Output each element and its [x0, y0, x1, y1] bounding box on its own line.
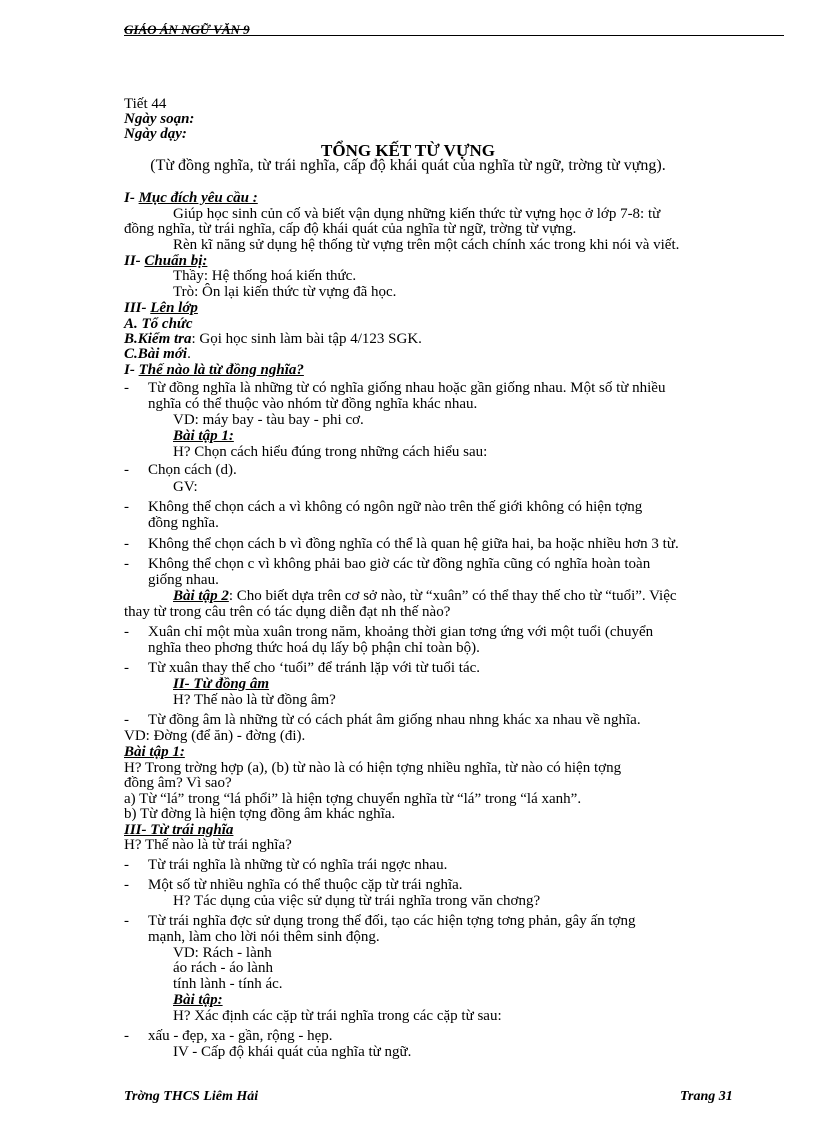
- footer-school: Trờng THCS Liêm Hải: [124, 1089, 259, 1104]
- synonym-heading: [124, 362, 304, 378]
- antonym-definition: Từ trái nghĩa là những từ có nghĩa trái ngợc nhau.: [148, 857, 448, 873]
- heading-text: Mục đích yêu cầu :: [138, 190, 258, 206]
- heading-text: Thế nào là từ đồng nghĩa?: [138, 362, 304, 378]
- step-check: [124, 331, 422, 347]
- page-title: TỔNG KẾT TỪ VỰNG: [321, 141, 495, 160]
- antonym-usage-cont: mạnh, làm cho lời nói thêm sinh động.: [148, 929, 380, 945]
- lesson-number: Tiết 44: [124, 96, 167, 112]
- antonym-question: H? Thế nào là từ trái nghĩa?: [124, 837, 292, 853]
- section-objectives-heading: [124, 190, 258, 206]
- exercise-2: [173, 588, 677, 604]
- synonym-definition-cont: nghĩa có thể thuộc vào nhóm từ đồng nghĩa khác nhau.: [148, 396, 478, 412]
- section-class-heading: [124, 300, 198, 316]
- date-prepared: Ngày soạn:: [124, 111, 195, 127]
- antonym-exercise-question: H? Xác định các cặp từ trái nghĩa trong các cặp từ sau:: [173, 1008, 502, 1024]
- exercise-2-label: Bài tập 2: [173, 588, 229, 604]
- heading-number: II-: [124, 253, 145, 269]
- exercise-2-question: : Cho biết dựa trên cơ sở nào, từ “xuân” có thể thay thế cho từ “tuổi”. Việc: [228, 588, 677, 604]
- antonym-usage: Từ trái nghĩa đợc sử dụng trong thể đối, tạo các hiện tợng tơng phản, gây ấn tợng: [148, 913, 636, 929]
- antonym-pairs: xấu - đẹp, xa - gần, rộng - hẹp.: [148, 1028, 333, 1044]
- explanation-c: Không thể chọn c vì không phải bao giờ các từ đồng nghĩa cũng có nghĩa hoàn toàn: [148, 556, 651, 572]
- homonym-heading: II- Từ đồng âm: [173, 676, 270, 692]
- bullet-dash: -: [124, 1028, 129, 1044]
- homonym-exercise-label: Bài tập 1:: [124, 744, 185, 760]
- prep-student: Trò: Ôn lại kiến thức từ vựng đã học.: [173, 284, 397, 300]
- bullet-dash: -: [124, 556, 129, 572]
- step-new-lesson: [124, 346, 191, 362]
- antonym-question-2: H? Tác dụng của việc sử dụng từ trái nghĩa trong văn chơng?: [173, 893, 541, 909]
- bullet-dash: -: [124, 913, 129, 929]
- step-check-text: : Gọi học sinh làm bài tập 4/123 SGK.: [191, 331, 422, 347]
- antonym-example-3: tính lành - tính ác.: [173, 976, 283, 992]
- footer-page-number: Trang 31: [680, 1089, 733, 1104]
- exercise-2-question-cont: thay từ trong câu trên có tác dụng diễn đạt nh thế nào?: [124, 604, 451, 620]
- antonym-polysemy: Một số từ nhiều nghĩa có thể thuộc cặp từ trái nghĩa.: [148, 877, 463, 893]
- antonym-heading: III- Từ trái nghĩa: [124, 822, 234, 838]
- date-taught: Ngày dạy:: [124, 126, 187, 142]
- bullet-dash: -: [124, 462, 129, 478]
- antonym-example-2: áo rách - áo lành: [173, 960, 273, 976]
- answer-choice: Chọn cách (d).: [148, 462, 237, 478]
- bullet-dash: -: [124, 857, 129, 873]
- homonym-exercise-question: H? Trong trờng hợp (a), (b) từ nào là có hiện tợng nhiều nghĩa, từ nào có hiện tợng: [124, 760, 622, 776]
- homonym-answer-a: a) Từ “lá” trong “lá phổi” là hiện tợng chuyển nghĩa từ “lá” trong “lá xanh”.: [124, 791, 582, 807]
- bullet-dash: -: [124, 624, 129, 640]
- bullet-dash: -: [124, 380, 129, 396]
- bullet-dash: -: [124, 660, 129, 676]
- explanation-a-cont: đồng nghĩa.: [148, 515, 219, 531]
- explanation-b: Không thể chọn cách b vì đồng nghĩa có thể là quan hệ giữa hai, ba hoặc nhiều hơn 3 từ.: [148, 536, 679, 552]
- section-iv-heading: IV - Cấp độ khái quát của nghĩa từ ngữ.: [173, 1044, 412, 1060]
- bullet-dash: -: [124, 499, 129, 515]
- exercise-1-question: H? Chọn cách hiểu đúng trong những cách hiểu sau:: [173, 444, 488, 460]
- bullet-dash: -: [124, 877, 129, 893]
- synonym-definition: Từ đồng nghĩa là những từ có nghĩa giống nhau hoặc gần giống nhau. Một số từ nhiều: [148, 380, 666, 396]
- objective-line: Rèn kĩ năng sử dụng hệ thống từ vựng trên một cách chính xác trong khi nói và viết.: [173, 237, 680, 253]
- section-preparation-heading: [124, 253, 207, 269]
- running-header: GIÁO ÁN NGỮ VĂN 9: [124, 22, 250, 37]
- teacher-note: GV:: [173, 479, 198, 495]
- antonym-exercise-label: Bài tập:: [173, 992, 223, 1008]
- homonym-example: VD: Đờng (để ăn) - đờng (đi).: [124, 728, 306, 744]
- header-rule: [124, 35, 784, 36]
- bullet-dash: -: [124, 712, 129, 728]
- step-new-lesson-dot: .: [187, 346, 191, 362]
- heading-number: I-: [124, 362, 139, 378]
- homonym-exercise-question-cont: đồng âm? Vì sao?: [124, 775, 232, 791]
- bullet-dash: -: [124, 536, 129, 552]
- exercise-2-answer: Xuân chỉ một mùa xuân trong năm, khoảng thời gian tơng ứng với một tuổi (chuyển: [148, 624, 654, 640]
- heading-text: Lên lớp: [150, 300, 198, 316]
- objective-line: đồng nghĩa, từ trái nghĩa, cấp độ khái quát của nghĩa từ ngữ, trờng từ vựng.: [124, 221, 577, 237]
- exercise-2-answer-cont: nghĩa theo phơng thức hoá dụ lấy bộ phận chỉ toàn bộ).: [148, 640, 480, 656]
- homonym-definition: Từ đồng âm là những từ có cách phát âm giống nhau nhng khác xa nhau về nghĩa.: [148, 712, 641, 728]
- heading-number: III-: [124, 300, 151, 316]
- heading-text: Chuẩn bị:: [144, 253, 208, 269]
- antonym-example-1: VD: Rách - lành: [173, 945, 272, 961]
- heading-number: I-: [124, 190, 139, 206]
- step-organization: A. Tổ chức: [124, 316, 193, 332]
- synonym-example: VD: máy bay - tàu bay - phi cơ.: [173, 412, 364, 428]
- explanation-c-cont: giống nhau.: [148, 572, 219, 588]
- explanation-a: Không thể chọn cách a vì không có ngôn ngữ nào trên thế giới không có hiện tợng: [148, 499, 643, 515]
- prep-teacher: Thầy: Hệ thống hoá kiến thức.: [173, 268, 357, 284]
- objective-line: Giúp học sinh củn cố và biết vận dụng những kiến thức từ vựng học ở lớp 7-8: từ: [173, 206, 661, 222]
- exercise-1-label: Bài tập 1:: [173, 428, 234, 444]
- homonym-question: H? Thế nào là từ đồng âm?: [173, 692, 336, 708]
- homonym-answer-b: b) Từ đờng là hiện tợng đồng âm khác nghĩa.: [124, 806, 396, 822]
- page-subtitle: (Từ đồng nghĩa, từ trái nghĩa, cấp độ khái quát của nghĩa từ ngữ, trờng từ vựng).: [150, 157, 666, 174]
- step-new-lesson-label: C.Bài mới: [124, 346, 188, 362]
- step-check-label: B.Kiểm tra: [124, 331, 192, 347]
- exercise-2-answer-2: Từ xuân thay thế cho ‘tuổi” để tránh lặp với từ tuổi tác.: [148, 660, 481, 676]
